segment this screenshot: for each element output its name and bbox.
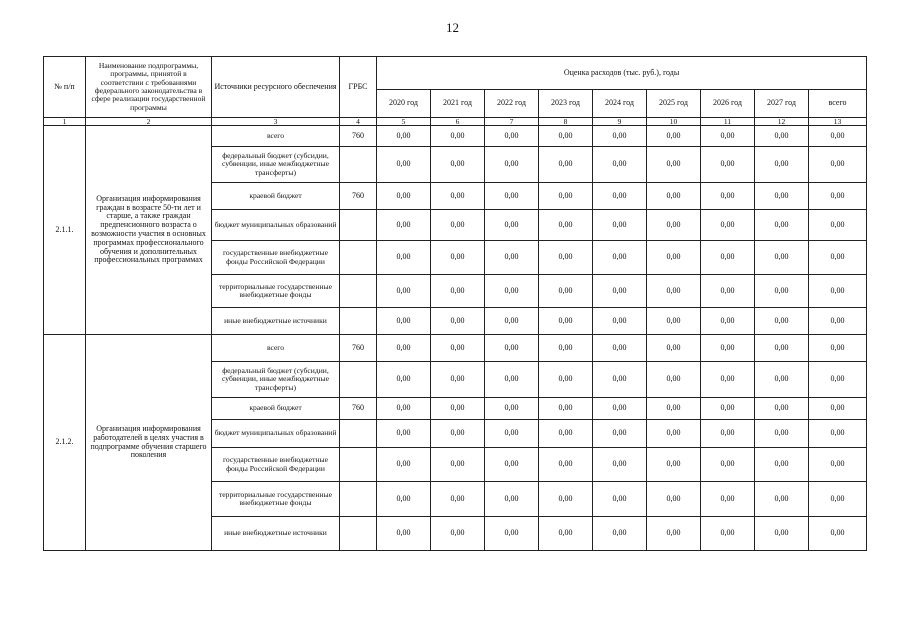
expense-value: 0,00 (593, 126, 647, 147)
expense-value: 0,00 (755, 147, 809, 183)
expense-value: 0,00 (647, 210, 701, 241)
expense-value: 0,00 (485, 183, 539, 210)
grbs-code (340, 210, 377, 241)
expense-value: 0,00 (647, 362, 701, 398)
column-number: 6 (431, 118, 485, 126)
expense-value: 0,00 (593, 448, 647, 482)
expense-value: 0,00 (755, 362, 809, 398)
header-year-8: всего (809, 90, 867, 118)
program-name: Организация информирования работодателей в целях участия в подпрограмме обучения старшего поколения (86, 335, 212, 551)
funding-source: государственные внебюджетные фонды Российской Федерации (212, 241, 340, 275)
expense-value: 0,00 (701, 147, 755, 183)
expense-value: 0,00 (701, 335, 755, 362)
expense-value: 0,00 (431, 398, 485, 420)
expense-value: 0,00 (701, 275, 755, 308)
grbs-code: 760 (340, 398, 377, 420)
funding-source: краевой бюджет (212, 398, 340, 420)
grbs-code (340, 241, 377, 275)
expense-value: 0,00 (593, 482, 647, 517)
header-year-1: 2021 год (431, 90, 485, 118)
expense-value: 0,00 (809, 448, 867, 482)
expense-value: 0,00 (593, 362, 647, 398)
expense-value: 0,00 (539, 275, 593, 308)
table-row (44, 126, 867, 147)
funding-source: всего (212, 126, 340, 147)
expense-value: 0,00 (755, 420, 809, 448)
expense-value: 0,00 (809, 308, 867, 335)
header-year-5: 2025 год (647, 90, 701, 118)
expense-value: 0,00 (485, 335, 539, 362)
funding-source: краевой бюджет (212, 183, 340, 210)
expense-value: 0,00 (377, 275, 431, 308)
funding-source: территориальные государственные внебюджетные фонды (212, 482, 340, 517)
expense-value: 0,00 (701, 183, 755, 210)
expense-value: 0,00 (701, 241, 755, 275)
grbs-code (340, 448, 377, 482)
expense-value: 0,00 (647, 183, 701, 210)
page-number: 12 (446, 20, 459, 35)
funding-source: бюджет муниципальных образований (212, 210, 340, 241)
expense-value: 0,00 (431, 183, 485, 210)
expense-value: 0,00 (485, 517, 539, 551)
expense-value: 0,00 (539, 517, 593, 551)
expense-value: 0,00 (809, 183, 867, 210)
expense-value: 0,00 (755, 448, 809, 482)
header-estimate: Оценка расходов (тыс. руб.), годы (377, 57, 867, 90)
column-number: 4 (340, 118, 377, 126)
header-num: № п/п (44, 57, 86, 118)
expense-value: 0,00 (539, 398, 593, 420)
expense-value: 0,00 (755, 241, 809, 275)
funding-source: государственные внебюджетные фонды Российской Федерации (212, 448, 340, 482)
header-year-0: 2020 год (377, 90, 431, 118)
expense-value: 0,00 (431, 517, 485, 551)
column-number: 3 (212, 118, 340, 126)
header-grbs: ГРБС (340, 57, 377, 118)
expense-value: 0,00 (539, 183, 593, 210)
grbs-code: 760 (340, 335, 377, 362)
expense-value: 0,00 (431, 147, 485, 183)
expense-value: 0,00 (701, 362, 755, 398)
expense-value: 0,00 (647, 335, 701, 362)
expense-value: 0,00 (539, 448, 593, 482)
grbs-code (340, 147, 377, 183)
expense-value: 0,00 (485, 241, 539, 275)
expense-value: 0,00 (701, 398, 755, 420)
funding-source: территориальные государственные внебюджетные фонды (212, 275, 340, 308)
expense-value: 0,00 (593, 275, 647, 308)
funding-source: иные внебюджетные источники (212, 308, 340, 335)
expense-value: 0,00 (485, 482, 539, 517)
expense-value: 0,00 (755, 275, 809, 308)
expense-value: 0,00 (647, 398, 701, 420)
header-year-2: 2022 год (485, 90, 539, 118)
expense-value: 0,00 (809, 147, 867, 183)
column-numbers-row (44, 118, 867, 126)
expense-value: 0,00 (647, 420, 701, 448)
expense-value: 0,00 (539, 420, 593, 448)
expense-value: 0,00 (485, 398, 539, 420)
expense-value: 0,00 (593, 335, 647, 362)
expense-value: 0,00 (701, 126, 755, 147)
expense-value: 0,00 (809, 126, 867, 147)
table-header (44, 57, 867, 126)
expense-value: 0,00 (755, 335, 809, 362)
expense-value: 0,00 (701, 448, 755, 482)
expense-value: 0,00 (755, 398, 809, 420)
expense-value: 0,00 (431, 448, 485, 482)
column-number: 5 (377, 118, 431, 126)
column-number: 9 (593, 118, 647, 126)
expense-value: 0,00 (647, 517, 701, 551)
expense-value: 0,00 (377, 183, 431, 210)
expense-value: 0,00 (755, 126, 809, 147)
expense-value: 0,00 (377, 308, 431, 335)
expense-value: 0,00 (485, 362, 539, 398)
expense-value: 0,00 (377, 241, 431, 275)
expense-value: 0,00 (431, 275, 485, 308)
expense-value: 0,00 (485, 420, 539, 448)
grbs-code (340, 420, 377, 448)
grbs-code (340, 308, 377, 335)
expense-value: 0,00 (647, 241, 701, 275)
column-number: 11 (701, 118, 755, 126)
header-year-4: 2024 год (593, 90, 647, 118)
expense-value: 0,00 (809, 420, 867, 448)
expense-value: 0,00 (755, 482, 809, 517)
expense-value: 0,00 (701, 482, 755, 517)
column-number: 7 (485, 118, 539, 126)
grbs-code (340, 362, 377, 398)
expense-value: 0,00 (431, 420, 485, 448)
expense-value: 0,00 (701, 308, 755, 335)
expense-value: 0,00 (647, 308, 701, 335)
expense-value: 0,00 (755, 517, 809, 551)
funding-source: всего (212, 335, 340, 362)
expense-value: 0,00 (539, 241, 593, 275)
expense-value: 0,00 (539, 362, 593, 398)
expense-value: 0,00 (593, 420, 647, 448)
expense-value: 0,00 (809, 210, 867, 241)
expense-value: 0,00 (809, 482, 867, 517)
expense-value: 0,00 (377, 362, 431, 398)
program-name: Организация информирования граждан в возрасте 50-ти лет и старше, а также граждан предпенсионного возраста о возможности участия в основных программах профессионального обучения и дополнительных профессиональных программах (86, 126, 212, 335)
header-year-3: 2023 год (539, 90, 593, 118)
funding-source: бюджет муниципальных образований (212, 420, 340, 448)
table-row (44, 335, 867, 362)
expense-value: 0,00 (539, 308, 593, 335)
expense-value: 0,00 (377, 335, 431, 362)
expense-value: 0,00 (377, 420, 431, 448)
funding-source: федеральный бюджет (субсидии, субвенции, иные межбюджетные трансферты) (212, 147, 340, 183)
expense-value: 0,00 (431, 241, 485, 275)
column-number: 1 (44, 118, 86, 126)
expense-value: 0,00 (431, 210, 485, 241)
column-number: 10 (647, 118, 701, 126)
expense-value: 0,00 (539, 126, 593, 147)
header-name: Наименование подпрограммы, программы, принятой в соответствии с требованиями федерального законодательства в сфере реализации государственной программы (86, 57, 212, 118)
expense-value: 0,00 (755, 308, 809, 335)
expense-value: 0,00 (485, 210, 539, 241)
expense-value: 0,00 (701, 517, 755, 551)
expense-value: 0,00 (377, 482, 431, 517)
grbs-code: 760 (340, 183, 377, 210)
expense-value: 0,00 (647, 147, 701, 183)
table-body (44, 126, 867, 551)
funding-source: федеральный бюджет (субсидии, субвенции, иные межбюджетные трансферты) (212, 362, 340, 398)
expense-value: 0,00 (431, 482, 485, 517)
expense-value: 0,00 (377, 398, 431, 420)
expense-value: 0,00 (647, 275, 701, 308)
expense-value: 0,00 (755, 183, 809, 210)
expense-value: 0,00 (755, 210, 809, 241)
expense-value: 0,00 (485, 448, 539, 482)
expense-value: 0,00 (647, 448, 701, 482)
program-number: 2.1.2. (44, 335, 86, 551)
expense-value: 0,00 (485, 126, 539, 147)
column-number: 13 (809, 118, 867, 126)
expense-value: 0,00 (377, 448, 431, 482)
expense-value: 0,00 (593, 210, 647, 241)
expense-value: 0,00 (809, 335, 867, 362)
header-year-7: 2027 год (755, 90, 809, 118)
expense-value: 0,00 (539, 147, 593, 183)
budget-table (43, 56, 867, 551)
expense-value: 0,00 (701, 420, 755, 448)
column-number: 8 (539, 118, 593, 126)
expense-value: 0,00 (647, 126, 701, 147)
expense-value: 0,00 (431, 308, 485, 335)
column-number: 12 (755, 118, 809, 126)
grbs-code (340, 482, 377, 517)
expense-value: 0,00 (485, 308, 539, 335)
expense-value: 0,00 (431, 362, 485, 398)
program-number: 2.1.1. (44, 126, 86, 335)
expense-value: 0,00 (647, 482, 701, 517)
grbs-code (340, 517, 377, 551)
expense-value: 0,00 (431, 335, 485, 362)
expense-value: 0,00 (593, 147, 647, 183)
column-number: 2 (86, 118, 212, 126)
funding-source: иные внебюджетные источники (212, 517, 340, 551)
expense-value: 0,00 (485, 147, 539, 183)
expense-value: 0,00 (593, 308, 647, 335)
expense-value: 0,00 (593, 398, 647, 420)
expense-value: 0,00 (539, 210, 593, 241)
header-sources: Источники ресурсного обеспечения (212, 57, 340, 118)
expense-value: 0,00 (431, 126, 485, 147)
expense-value: 0,00 (377, 210, 431, 241)
expense-value: 0,00 (485, 275, 539, 308)
expense-value: 0,00 (809, 398, 867, 420)
expense-value: 0,00 (809, 517, 867, 551)
expense-value: 0,00 (809, 362, 867, 398)
header-year-6: 2026 год (701, 90, 755, 118)
grbs-code (340, 275, 377, 308)
expense-value: 0,00 (593, 241, 647, 275)
expense-value: 0,00 (377, 126, 431, 147)
expense-value: 0,00 (809, 275, 867, 308)
grbs-code: 760 (340, 126, 377, 147)
expense-value: 0,00 (539, 335, 593, 362)
expense-value: 0,00 (593, 517, 647, 551)
expense-value: 0,00 (809, 241, 867, 275)
expense-value: 0,00 (539, 482, 593, 517)
expense-value: 0,00 (593, 183, 647, 210)
expense-value: 0,00 (701, 210, 755, 241)
expense-value: 0,00 (377, 147, 431, 183)
expense-value: 0,00 (377, 517, 431, 551)
